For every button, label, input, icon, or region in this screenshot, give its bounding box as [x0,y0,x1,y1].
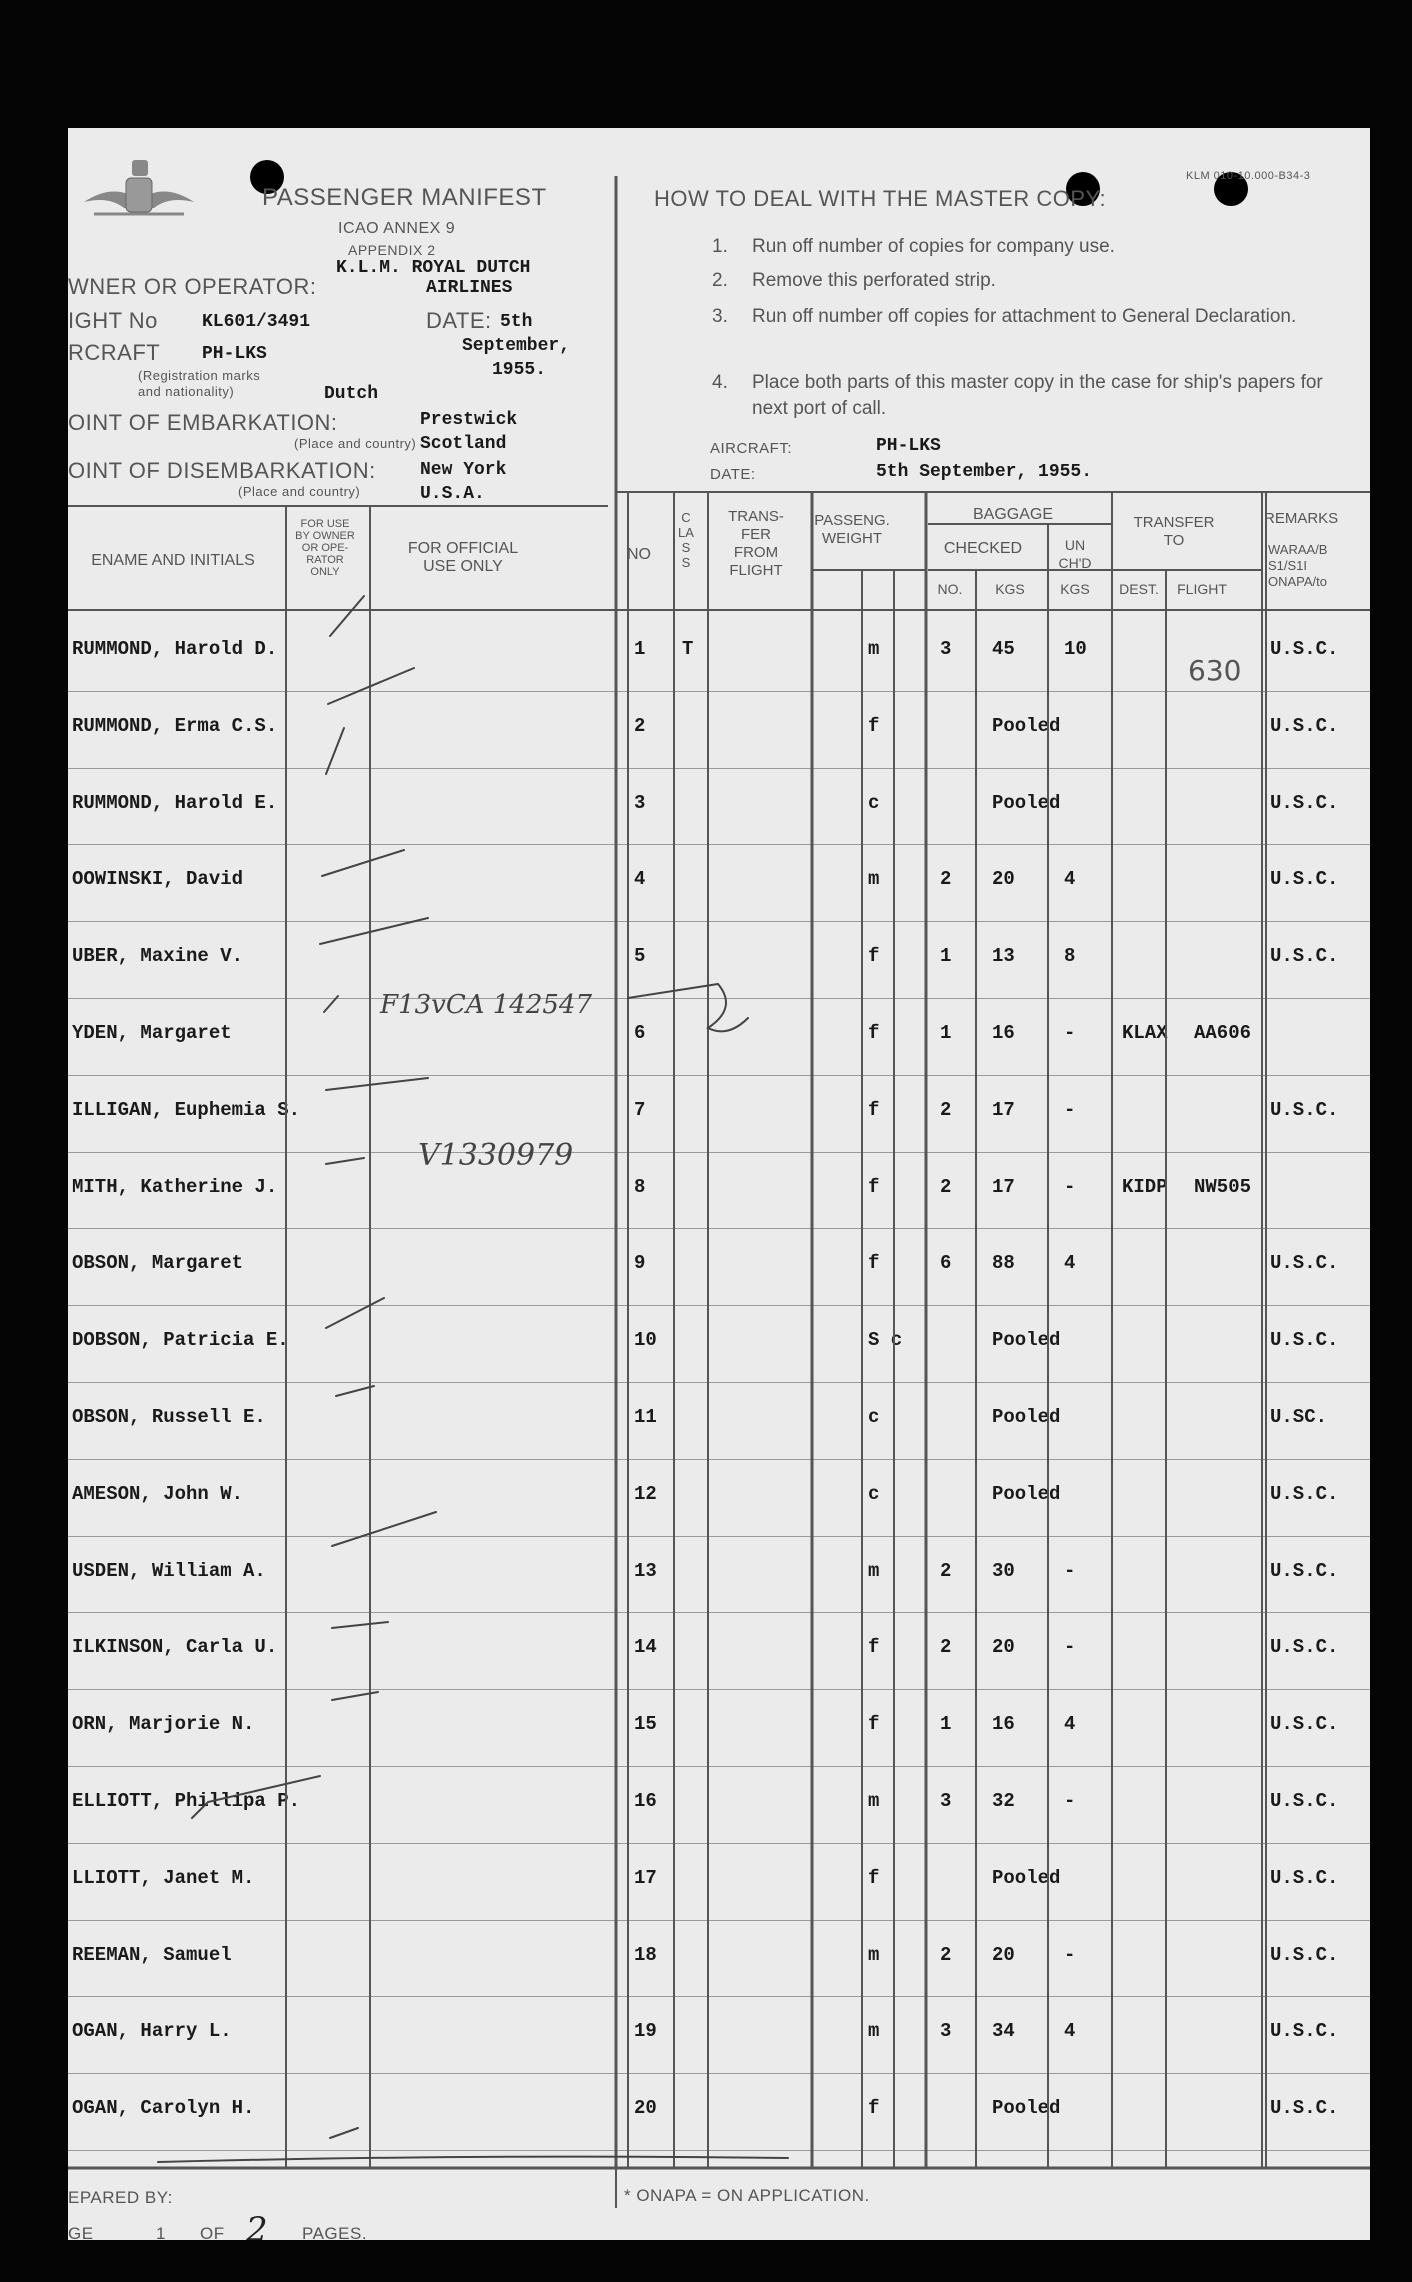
embarkation-label: OINT OF EMBARKATION: [68,410,338,435]
baggage-kgs: 20 [992,868,1015,891]
passenger-number: 9 [634,1252,646,1275]
instruction-number: 1. [712,236,728,257]
baggage-kgs: Pooled [992,2097,1061,2120]
col-header-weight: PASSENG. WEIGHT [814,512,890,547]
owner-value-2: AIRLINES [426,278,513,298]
unchecked-kgs: - [1064,1559,1076,1582]
transfer-destination: KIDP [1122,1175,1168,1198]
remarks: U.S.C. [1270,1713,1339,1736]
passenger-number: 16 [634,1790,657,1812]
disembarkation-label: OINT OF DISEMBARKATION: [68,458,376,483]
remarks: U.S.C. [1270,1098,1339,1121]
passenger-weight-mark: f [868,1098,880,1121]
instruction-number: 4. [712,372,728,393]
passenger-number: 13 [634,1559,657,1582]
baggage-kgs: 17 [992,1098,1015,1121]
form-code: KLM 010-10.000-B34-3 [1186,170,1311,182]
passenger-number: 1 [634,638,646,660]
col-header-dest: DEST. [1119,581,1159,597]
baggage-count: 2 [940,868,952,891]
passenger-name: USDEN, William A. [72,1559,266,1582]
col-header-transfer-from: TRANS-FER FROM FLIGHT [728,508,784,579]
passenger-name: AMESON, John W. [72,1482,244,1505]
passenger-weight-mark: f [868,1175,880,1198]
remarks: U.S.C. [1270,945,1339,968]
col-header-kgs: KGS [995,581,1025,597]
passenger-name: ORN, Marjorie N. [72,1713,255,1736]
transfer-flight: NW505 [1194,1175,1252,1198]
instructions-date-label: DATE: [710,466,756,483]
instructions-aircraft-value: PH-LKS [876,436,941,456]
baggage-kgs: Pooled [992,791,1061,814]
instruction-text: Place both parts of this master copy in the case for ship's papers for next port of call. [752,372,1323,419]
passenger-name: OBSON, Russell E. [72,1406,266,1428]
baggage-count: 2 [940,1098,952,1121]
passenger-weight-mark: f [868,945,880,968]
passenger-name: ELLIOTT, Phillipa P. [72,1790,301,1812]
instruction-text: Run off number off copies for attachment to General Declaration. [752,306,1297,327]
remarks: U.S.C. [1270,638,1339,660]
unchecked-kgs: - [1064,1098,1076,1121]
passenger-weight-mark: f [868,1636,880,1659]
col-header-remarks-sub: WARAA/B S1/S1I ONAPA/to [1268,542,1328,589]
handwritten-official-entry: V1330979 [418,1138,574,1173]
nationality-note: and nationality) [138,384,235,399]
remarks: U.S.C. [1270,1866,1339,1889]
passenger-name: OGAN, Harry L. [72,2020,232,2043]
baggage-kgs: 20 [992,1636,1015,1659]
disembarkation-value: New York [420,460,507,480]
embarkation-value: Prestwick [420,410,518,430]
remarks: U.SC. [1270,1406,1328,1428]
baggage-kgs: Pooled [992,1329,1061,1352]
transfer-destination: KLAX [1122,1022,1168,1044]
baggage-count: 1 [940,1713,952,1736]
baggage-kgs: 17 [992,1175,1015,1198]
passenger-name: LLIOTT, Janet M. [72,1866,255,1889]
pages-label: PAGES. [302,2224,368,2240]
disembarkation-note: (Place and country) [238,484,361,499]
passenger-number: 11 [634,1406,657,1428]
col-header-bag-no: NO. [937,581,963,597]
col-header-official: FOR OFFICIAL USE ONLY [407,540,519,575]
date-label: DATE: [426,308,492,333]
passenger-weight-mark: m [868,1559,880,1582]
handwritten-official-entry: F13vCA 142547 [380,990,592,1020]
passenger-name: ILLIGAN, Euphemia S. [72,1098,301,1121]
nationality-value: Dutch [324,384,379,404]
remarks: U.S.C. [1270,1252,1339,1275]
passenger-number: 10 [634,1329,657,1352]
passenger-name: OBSON, Margaret [72,1252,244,1275]
passenger-number: 12 [634,1482,657,1505]
passenger-number: 20 [634,2097,657,2120]
date-value: 5th [500,312,533,332]
baggage-kgs: Pooled [992,1406,1061,1428]
unchecked-kgs: 10 [1064,638,1087,660]
unchecked-kgs: 4 [1064,2020,1076,2043]
remarks: U.S.C. [1270,1790,1339,1812]
baggage-count: 3 [940,1790,952,1812]
instruction-number: 3. [712,306,728,327]
owner-value: K.L.M. ROYAL DUTCH [336,258,531,278]
onapa-note: * ONAPA = ON APPLICATION. [624,2186,870,2205]
unchecked-kgs: - [1064,1636,1076,1659]
passenger-name: REEMAN, Samuel [72,1943,232,1966]
unchecked-kgs: - [1064,1175,1076,1198]
handwritten-number: 630 [1188,654,1242,687]
passenger-weight-mark: f [868,714,880,737]
passenger-weight-mark: m [868,1943,880,1966]
passenger-name: RUMMOND, Erma C.S. [72,714,278,737]
passenger-name: UBER, Maxine V. [72,945,244,968]
passenger-number: 17 [634,1866,657,1889]
passenger-number: 14 [634,1636,657,1659]
passenger-name: RUMMOND, Harold D. [72,638,278,660]
passenger-number: 15 [634,1713,657,1736]
remarks: U.S.C. [1270,1943,1339,1966]
embarkation-note: (Place and country) [294,436,417,451]
remarks: U.S.C. [1270,791,1339,814]
unchecked-kgs: 4 [1064,1252,1076,1275]
passenger-weight-mark: c [868,1482,880,1505]
baggage-count: 2 [940,1943,952,1966]
baggage-count: 2 [940,1175,952,1198]
baggage-count: 2 [940,1636,952,1659]
flight-value: KL601/3491 [202,312,311,332]
instruction-number: 2. [712,270,728,291]
passenger-number: 18 [634,1943,657,1966]
baggage-kgs: Pooled [992,714,1061,737]
col-header-remarks: REMARKS [1264,510,1339,527]
baggage-kgs: 88 [992,1252,1015,1275]
col-header-transfer-to: TRANSFER TO [1133,514,1215,549]
passenger-weight-mark: m [868,868,880,891]
col-header-checked: CHECKED [943,540,1023,557]
instructions-title: HOW TO DEAL WITH THE MASTER COPY: [654,186,1107,211]
passenger-weight-mark: S c [868,1329,903,1352]
passenger-class: T [682,638,694,660]
aircraft-value: PH-LKS [202,344,267,364]
flight-label: IGHT No [68,308,158,333]
unchecked-kgs: - [1064,1943,1076,1966]
passenger-weight-mark: f [868,1713,880,1736]
owner-label: WNER OR OPERATOR: [68,274,317,299]
passenger-name: DOBSON, Patricia E. [72,1329,289,1352]
baggage-kgs: 34 [992,2020,1015,2043]
remarks: U.S.C. [1270,714,1339,737]
unchecked-kgs: - [1064,1022,1076,1044]
passenger-number: 4 [634,868,646,891]
passenger-number: 2 [634,714,646,737]
baggage-count: 3 [940,2020,952,2043]
baggage-kgs: 20 [992,1943,1015,1966]
passenger-number: 19 [634,2020,657,2043]
remarks: U.S.C. [1270,1636,1339,1659]
passenger-weight-mark: c [868,791,880,814]
passenger-number: 7 [634,1098,646,1121]
prepared-by-label: EPARED BY: [68,2188,173,2207]
manifest-sheet [68,128,1370,2240]
date-value-2: September, [462,336,571,356]
passenger-weight-mark: f [868,1866,880,1889]
instruction-text: Remove this perforated strip. [752,270,996,291]
remarks: U.S.C. [1270,2097,1339,2120]
baggage-kgs: 13 [992,945,1015,968]
passenger-weight-mark: m [868,1790,880,1812]
passenger-name: OOWINSKI, David [72,868,244,891]
instructions-aircraft-label: AIRCRAFT: [710,440,793,457]
col-header-name: ENAME AND INITIALS [91,552,255,569]
unchecked-kgs: 4 [1064,1713,1076,1736]
passenger-weight-mark: f [868,1252,880,1275]
date-value-3: 1955. [492,360,547,380]
baggage-count: 1 [940,945,952,968]
remarks: U.S.C. [1270,1482,1339,1505]
baggage-kgs: Pooled [992,1866,1061,1889]
col-header-class: CLASS [678,510,694,570]
of-label: OF [200,2224,225,2240]
baggage-count: 2 [940,1559,952,1582]
baggage-kgs: 32 [992,1790,1015,1812]
baggage-count: 1 [940,1022,952,1044]
passenger-number: 3 [634,791,646,814]
icao-annex: ICAO ANNEX 9 [338,220,456,237]
remarks: U.S.C. [1270,2020,1339,2043]
baggage-kgs: 16 [992,1022,1015,1044]
baggage-count: 6 [940,1252,952,1275]
baggage-kgs: 16 [992,1713,1015,1736]
passenger-number: 8 [634,1175,646,1198]
form-grid [68,128,1370,2240]
col-header-flight: FLIGHT [1177,581,1227,597]
col-header-unchd: UN CH'D [1058,537,1092,571]
aircraft-label: RCRAFT [68,340,161,365]
disembarkation-country: U.S.A. [420,484,485,504]
passenger-name: YDEN, Margaret [72,1022,232,1044]
passenger-name: ILKINSON, Carla U. [72,1636,278,1659]
col-header-no: NO [627,546,651,563]
manifest-title: PASSENGER MANIFEST [262,184,547,211]
passenger-name: OGAN, Carolyn H. [72,2097,255,2120]
instruction-text: Run off number of copies for company use. [752,236,1115,257]
baggage-count: 3 [940,638,952,660]
handwritten-page-count: 2 [246,2210,268,2240]
transfer-flight: AA606 [1194,1022,1252,1044]
passenger-weight-mark: c [868,1406,880,1428]
registration-note: (Registration marks [138,368,261,383]
remarks: U.S.C. [1270,1329,1339,1352]
passenger-name: RUMMOND, Harold E. [72,791,278,814]
passenger-weight-mark: m [868,638,880,660]
passenger-weight-mark: m [868,2020,880,2043]
baggage-kgs: 45 [992,638,1015,660]
passenger-name: MITH, Katherine J. [72,1175,278,1198]
col-header-unchd-kgs: KGS [1060,581,1090,597]
col-header-baggage: BAGGAGE [972,506,1054,523]
passenger-weight-mark: f [868,2097,880,2120]
unchecked-kgs: 4 [1064,868,1076,891]
baggage-kgs: 30 [992,1559,1015,1582]
passenger-number: 6 [634,1022,646,1044]
passenger-number: 5 [634,945,646,968]
instructions-date-value: 5th September, 1955. [876,462,1093,482]
remarks: U.S.C. [1270,868,1339,891]
remarks: U.S.C. [1270,1559,1339,1582]
unchecked-kgs: - [1064,1790,1076,1812]
baggage-kgs: Pooled [992,1482,1061,1505]
page-value: 1 [156,2224,166,2240]
appendix: APPENDIX 2 [348,242,436,258]
embarkation-country: Scotland [420,434,507,454]
passenger-weight-mark: f [868,1022,880,1044]
unchecked-kgs: 8 [1064,945,1076,968]
col-header-owner-use: FOR USE BY OWNER OR OPE-RATOR ONLY [295,518,355,578]
page-label: GE [68,2224,94,2240]
